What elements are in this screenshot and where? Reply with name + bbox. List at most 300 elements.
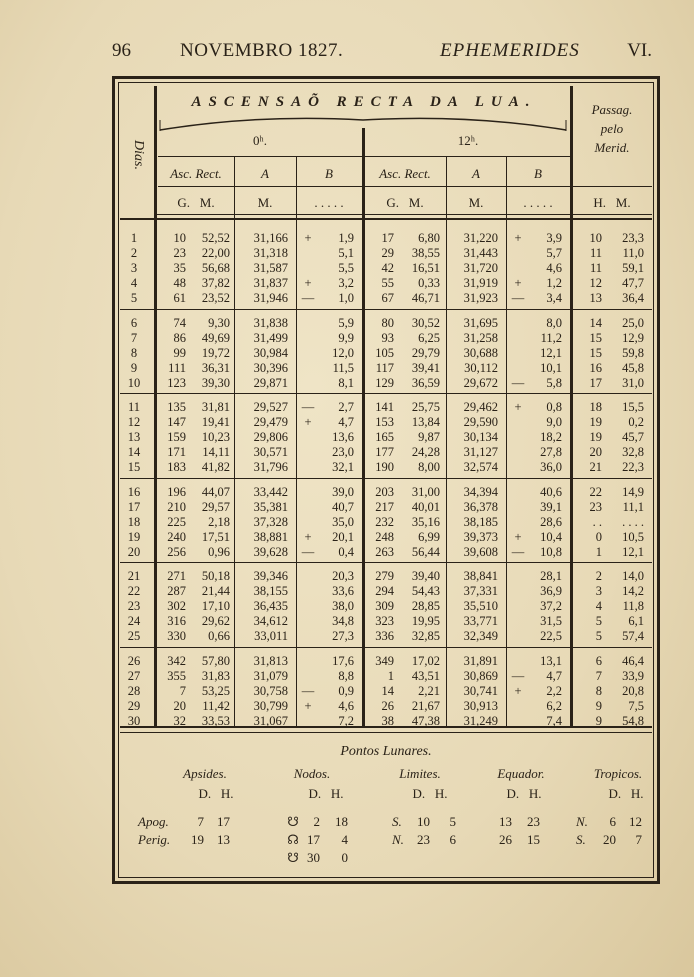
cell-g12: 141 <box>375 400 394 414</box>
running-title: EPHEMERIDES <box>440 40 580 61</box>
cell-g0: 35 <box>173 261 186 276</box>
cell-h: 8 <box>595 683 602 698</box>
row-rule <box>120 647 652 648</box>
cell-h: 11 <box>589 246 602 261</box>
cell-g0: 123 <box>167 375 186 390</box>
cell-b12: 10,8 <box>540 544 562 559</box>
cell-m12: 16,51 <box>411 261 440 276</box>
cell-a12: 32,574 <box>463 460 498 475</box>
nodos-day: 17 <box>307 832 320 847</box>
cell-d: 9 <box>130 360 138 375</box>
cell-a0: 31,946 <box>253 291 288 306</box>
cell-m12: 13,84 <box>411 415 440 430</box>
cell-b12: 37,2 <box>540 599 562 614</box>
cell-a0: 31,587 <box>253 261 288 276</box>
cell-b12: 12,1 <box>540 345 562 360</box>
cell-b0: 23,0 <box>332 445 354 460</box>
cell-s12: + <box>514 231 522 245</box>
cell-pm: 10,5 <box>622 529 644 544</box>
cell-h: 19 <box>589 415 602 430</box>
cell-b12: 18,2 <box>540 430 562 445</box>
cell-a0: 31,166 <box>253 231 288 245</box>
cell-a0: 31,499 <box>253 330 288 345</box>
cell-h: . . <box>592 514 602 529</box>
cell-b0: 13,6 <box>332 430 354 445</box>
cell-a12: 31,127 <box>463 445 498 460</box>
column-rule <box>296 156 297 728</box>
cell-h: 19 <box>589 430 602 445</box>
cell-m0: 33,53 <box>201 713 230 728</box>
cell-m12: 39,41 <box>411 360 440 375</box>
cell-a12: 31,220 <box>463 231 498 245</box>
cell-pm: 36,4 <box>622 291 644 306</box>
row-rule <box>120 732 652 733</box>
tropicos-hour: 7 <box>635 832 642 847</box>
cell-d: 12 <box>127 415 141 430</box>
lunar-header: Tropicos. <box>593 766 643 781</box>
cell-a0: 38,881 <box>253 529 288 544</box>
cell-d: 27 <box>127 668 141 683</box>
cell-g12: 29 <box>381 246 394 261</box>
cell-b12: 22,5 <box>540 629 562 644</box>
cell-pm: 14,0 <box>622 569 644 583</box>
cell-h: 5 <box>595 629 602 644</box>
cell-b12: 7,4 <box>546 713 562 728</box>
cell-m12: 6,25 <box>418 330 440 345</box>
lunar-dh: D. H. <box>506 786 542 801</box>
cell-b0: 0,4 <box>338 544 354 559</box>
cell-s0: — <box>301 544 315 559</box>
cell-b0: 1,9 <box>338 231 354 245</box>
cell-g12: 177 <box>375 445 394 460</box>
cell-b12: 36,0 <box>540 460 562 475</box>
cell-h: 17 <box>589 375 602 390</box>
cell-b0: 8,1 <box>338 375 354 390</box>
cell-d: 22 <box>127 584 141 599</box>
cell-pm: 11,8 <box>622 599 644 614</box>
cell-s0: — <box>301 683 315 698</box>
cell-d: 7 <box>130 330 138 345</box>
row-rule <box>120 393 652 394</box>
cell-m12: 17,02 <box>411 653 440 668</box>
cell-pm: 47,7 <box>622 276 644 291</box>
column-rule <box>154 86 157 728</box>
cell-pm: 54,8 <box>622 713 644 728</box>
cell-pm: 31,0 <box>622 375 644 390</box>
cell-b0: 40,7 <box>332 499 354 514</box>
cell-h: 5 <box>595 614 602 629</box>
cell-g12: 80 <box>381 315 394 330</box>
column-rule <box>506 156 507 728</box>
cell-g0: 86 <box>173 330 186 345</box>
cell-a0: 33,011 <box>254 629 288 644</box>
cell-m0: 23,52 <box>201 291 230 306</box>
cell-pm: 6,1 <box>628 614 644 629</box>
cell-m0: 29,62 <box>201 614 230 629</box>
cell-g12: 203 <box>375 484 394 499</box>
cell-d: 28 <box>127 683 141 698</box>
cell-m0: 53,25 <box>201 683 230 698</box>
cell-m0: 52,52 <box>201 231 230 245</box>
cell-b0: 4,7 <box>338 415 354 430</box>
cell-pm: 11,0 <box>622 246 644 261</box>
tropicos-day: 6 <box>609 814 616 829</box>
cell-a0: 34,612 <box>253 614 288 629</box>
cell-g0: 111 <box>168 360 186 375</box>
cell-m0: 57,80 <box>201 653 230 668</box>
lunar-dh: D. H. <box>608 786 644 801</box>
cell-b12: 4,7 <box>546 668 562 683</box>
col-a-12: A <box>472 166 480 181</box>
cell-s12: + <box>514 529 522 544</box>
cell-m0: 11,42 <box>202 698 230 713</box>
unit-hm: H. M. <box>593 195 631 210</box>
cell-b12: 36,9 <box>540 584 562 599</box>
cell-m0: 37,82 <box>201 276 230 291</box>
cell-pm: 12,1 <box>622 544 644 559</box>
cell-h: 13 <box>589 291 602 306</box>
cell-a12: 34,394 <box>463 484 498 499</box>
cell-b12: 27,8 <box>540 445 562 460</box>
unit-gm-12: G. M. <box>386 195 424 210</box>
equador-day: 26 <box>499 832 512 847</box>
cell-b12: 28,1 <box>540 569 562 583</box>
cell-g12: 217 <box>375 499 394 514</box>
lunar-title: Pontos Lunares. <box>340 744 432 759</box>
cell-g0: 23 <box>173 246 186 261</box>
cell-h: 22 <box>589 484 602 499</box>
cell-m0: 10,23 <box>201 430 230 445</box>
cell-g0: 10 <box>173 231 186 245</box>
cell-pm: 7,5 <box>628 698 644 713</box>
cell-b12: 2,2 <box>546 683 562 698</box>
cell-a12: 31,923 <box>463 291 498 306</box>
cell-h: 16 <box>589 360 602 375</box>
cell-m0: 31,81 <box>201 400 230 414</box>
col-b-12: B <box>534 166 542 181</box>
cell-a12: 31,443 <box>463 246 498 261</box>
equador-hour: 23 <box>527 814 540 829</box>
cell-a0: 39,346 <box>253 569 288 583</box>
cell-g12: 93 <box>381 330 394 345</box>
cell-a0: 30,984 <box>253 345 288 360</box>
cell-b0: 20,3 <box>332 569 354 583</box>
cell-d: 26 <box>127 653 141 668</box>
cell-h: 20 <box>589 445 602 460</box>
cell-g0: 210 <box>167 499 186 514</box>
cell-s0: + <box>304 276 312 291</box>
cell-b0: 4,6 <box>338 698 354 713</box>
cell-s12: + <box>514 276 522 291</box>
node-icon: ☋ <box>287 814 299 829</box>
cell-a0: 37,328 <box>253 514 288 529</box>
cell-g12: 117 <box>375 360 394 375</box>
cell-b12: 6,2 <box>546 698 562 713</box>
cell-m12: 56,44 <box>411 544 440 559</box>
title-brace <box>158 110 568 132</box>
cell-b12: 4,6 <box>546 261 562 276</box>
lunar-header: Limites. <box>399 766 441 781</box>
cell-m12: 36,59 <box>411 375 440 390</box>
column-rule <box>570 86 573 728</box>
apsides-label: Perig. <box>138 832 171 847</box>
cell-m12: 24,28 <box>411 445 440 460</box>
nodos-day: 2 <box>313 814 320 829</box>
cell-b0: 0,9 <box>338 683 354 698</box>
cell-b0: 35,0 <box>332 514 354 529</box>
cell-d: 24 <box>127 614 141 629</box>
cell-m12: 29,79 <box>411 345 440 360</box>
cell-s12: — <box>511 668 525 683</box>
cell-b12: 28,6 <box>540 514 562 529</box>
cell-g12: 309 <box>375 599 394 614</box>
cell-g12: 42 <box>381 261 394 276</box>
cell-g0: 240 <box>167 529 186 544</box>
cell-d: 8 <box>130 345 138 360</box>
cell-a12: 36,378 <box>463 499 498 514</box>
cell-m0: 0,66 <box>208 629 230 644</box>
dias-label: Dias. <box>131 140 146 170</box>
cell-m12: 19,95 <box>411 614 440 629</box>
cell-d: 21 <box>127 569 141 583</box>
cell-m12: 0,33 <box>418 276 440 291</box>
row-rule <box>120 478 652 479</box>
cell-b0: 5,1 <box>338 246 354 261</box>
cell-a12: 39,373 <box>463 529 498 544</box>
cell-m0: 19,72 <box>201 345 230 360</box>
hour-12-label: 12ʰ. <box>457 133 479 148</box>
cell-a0: 30,571 <box>253 445 288 460</box>
tropicos-hour: 12 <box>629 814 642 829</box>
cell-g12: 26 <box>381 698 394 713</box>
apsides-hour: 17 <box>217 814 230 829</box>
cell-g12: 279 <box>375 569 394 583</box>
cell-g0: 183 <box>167 460 186 475</box>
cell-b12: 13,1 <box>540 653 562 668</box>
cell-g12: 165 <box>375 430 394 445</box>
cell-d: 29 <box>127 698 141 713</box>
cell-h: 14 <box>589 315 602 330</box>
cell-g12: 323 <box>375 614 394 629</box>
unit-dots-12: . . . . . <box>523 195 553 210</box>
cell-m0: 41,82 <box>201 460 230 475</box>
nodos-hour: 0 <box>341 850 348 865</box>
cell-h: 6 <box>595 653 602 668</box>
limites-day: 23 <box>417 832 430 847</box>
lunar-dh: D. H. <box>412 786 448 801</box>
cell-g0: 48 <box>173 276 186 291</box>
cell-a0: 30,799 <box>253 698 288 713</box>
cell-d: 16 <box>127 484 141 499</box>
cell-h: 11 <box>589 261 602 276</box>
cell-a0: 29,479 <box>253 415 288 430</box>
cell-a12: 31,249 <box>463 713 498 728</box>
cell-d: 30 <box>127 713 141 728</box>
cell-h: 10 <box>589 231 602 245</box>
cell-b0: 34,8 <box>332 614 354 629</box>
hour-0-label: 0ʰ. <box>253 133 267 148</box>
cell-m12: 43,51 <box>411 668 440 683</box>
cell-a12: 30,112 <box>464 360 498 375</box>
cell-b0: 32,1 <box>332 460 354 475</box>
cell-m12: 8,00 <box>418 460 440 475</box>
cell-b0: 3,2 <box>338 276 354 291</box>
cell-m0: 39,30 <box>201 375 230 390</box>
cell-s12: + <box>514 683 522 698</box>
cell-m0: 22,00 <box>201 246 230 261</box>
cell-h: 3 <box>595 584 602 599</box>
cell-m12: 6,99 <box>418 529 440 544</box>
cell-h: 23 <box>589 499 602 514</box>
cell-m12: 46,71 <box>411 291 440 306</box>
cell-d: 5 <box>130 291 138 306</box>
cell-d: 10 <box>127 375 141 390</box>
limites-hour: 6 <box>449 832 456 847</box>
cell-pm: 59,1 <box>622 261 644 276</box>
cell-m12: 2,21 <box>418 683 440 698</box>
cell-b12: 5,7 <box>546 246 562 261</box>
cell-g0: 61 <box>173 291 186 306</box>
month-year: NOVEMBRO 1827. <box>180 40 344 61</box>
cell-m12: 39,40 <box>411 569 440 583</box>
node-icon: ☊ <box>287 832 299 847</box>
cell-d: 11 <box>127 400 141 414</box>
cell-h: 1 <box>595 544 602 559</box>
cell-g0: 355 <box>167 668 186 683</box>
cell-pm: 14,9 <box>622 484 644 499</box>
cell-m12: 40,01 <box>411 499 440 514</box>
col-b-0: B <box>325 166 333 181</box>
cell-a12: 29,590 <box>463 415 498 430</box>
cell-g0: 147 <box>167 415 186 430</box>
cell-b0: 1,0 <box>338 291 354 306</box>
cell-d: 2 <box>130 246 138 261</box>
cell-pm: 23,3 <box>622 231 644 245</box>
cell-d: 1 <box>130 231 138 245</box>
apsides-day: 19 <box>191 832 204 847</box>
cell-d: 14 <box>127 445 141 460</box>
cell-g12: 14 <box>381 683 394 698</box>
cell-pm: 32,8 <box>622 445 644 460</box>
cell-s0: — <box>301 400 315 414</box>
cell-a12: 31,720 <box>463 261 498 276</box>
cell-m0: 19,41 <box>201 415 230 430</box>
cell-b12: 8,0 <box>546 315 562 330</box>
cell-g0: 225 <box>167 514 186 529</box>
cell-g12: 1 <box>387 668 394 683</box>
cell-a12: 30,688 <box>463 345 498 360</box>
cell-g12: 105 <box>375 345 394 360</box>
cell-a12: 30,913 <box>463 698 498 713</box>
page-header <box>112 40 652 66</box>
cell-a12: 38,841 <box>463 569 498 583</box>
cell-b12: 40,6 <box>540 484 562 499</box>
page: 96 NOVEMBRO 1827. EPHEMERIDES VI. ASCENSAÕ RECTA DA LUA. Dias. Passag. pelo Merid. 0ʰ. 12ʰ. Asc. Rect. A B Asc. Rect. A B G. M. M. . . . . . G. M. M. . . . . . H. M. 1 10 52,52 31,166 + 1,9 17 6,80 31,220 + 3,9 10 23,3 2 23 22,00 31,318 5,1 29 38,55 31,443 5,7 11 11,0 3 35 56,68 31,587 5,5 42 16,51 31,720 4,6 11 59,1 4 48 37,82 31,837 + 3,2 55 0,33 31,919 + 1,2 12 47,7 5 61 23,52 31,946 — 1,0 67 46,71 31,923 — 3,4 13 36,4 6 74 9,30 31,838 5,9 80 30,52 31,695 8,0 14 25,0 7 86 49,69 31,499 9,9 93 6,25 31,258 11,2 15 12,9 8 99 19,72 30,984 12,0 105 29,79 30,688 12,1 15 59,8 9 111 36,31 30,396 11,5 117 39,41 30,112 10,1 16 45,8 10 123 39,30 29,871 8,1 129 36,59 29,672 — 5,8 17 31,0 11 135 31,81 29,527 — 2,7 141 25,75 29,462 + 0,8 18 15,5 12 147 19,41 29,479 + 4,7 153 13,84 29,590 9,0 19 0,2 13 159 10,23 29,806 13,6 165 9,87 30,134 18,2 19 45,7 14 171 14,11 30,571 23,0 177 24,28 31,127 27,8 20 32,8 15 183 41,82 31,796 32,1 190 8,00 32,574 36,0 21 22,3 16 196 44,07 33,442 39,0 203 31,00 34,394 40,6 22 14,9 17 210 29,57 35,381 40,7 217 40,01 36,378 39,1 23 11,1 18 225 2,18 37,328 35,0 232 35,16 38,185 28,6 . . . . . . 19 240 17,51 38,881 + 20,1 248 6,99 39,373 + 10,4 0 10,5 20 256 0,96 39,628 — 0,4 263 56,44 39,608 — 10,8 1 12,1 21 271 50,18 39,346 20,3 279 39,40 38,841 28,1 2 14,0 22 287 21,44 38,155 33,6 294 54,43 37,331 36,9 3 14,2 23 302 17,10 36,435 38,0 309 28,85 35,510 37,2 4 11,8 24 316 29,62 34,612 34,8 323 19,95 33,771 31,5 5 6,1 25 330 0,66 33,011 27,3 336 32,85 32,349 22,5 5 57,4 26 342 57,80 31,813 17,6 349 17,02 31,891 13,1 6 46,4 27 355 31,83 31,079 8,8 1 43,51 30,869 — 4,7 7 33,9 28 7 53,25 30,758 — 0,9 14 2,21 30,741 + 2,2 8 20,8 29 20 11,42 30,799 + 4,6 26 21,67 30,913 6,2 9 7,5 30 32 33,53 31,067 7,2 38 47,38 31,249 7,4 9 54,8 Pontos Lunares. Apsides. Nodos. Limites. Equador. Tropicos. D. H. D. H. D. H. D. H. D. H. Apog. 7 17 Perig. 19 13 ☋ 2 18 ☊ 17 4 ☋ 30 0 S. 10 5 N. 23 6 13 23 26 15 N. 6 12 S. 20 7 <box>0 0 694 977</box>
cell-m0: 50,18 <box>201 569 230 583</box>
cell-pm: 45,8 <box>622 360 644 375</box>
cell-pm: 59,8 <box>622 345 644 360</box>
cell-h: 15 <box>589 345 602 360</box>
cell-a0: 39,628 <box>253 544 288 559</box>
cell-g0: 302 <box>167 599 186 614</box>
equador-day: 13 <box>499 814 512 829</box>
cell-s0: + <box>304 231 312 245</box>
apsides-day: 7 <box>197 814 204 829</box>
cell-g12: 17 <box>381 231 394 245</box>
cell-g0: 287 <box>167 584 186 599</box>
tropicos-label: N. <box>576 814 588 829</box>
cell-b12: 31,5 <box>540 614 562 629</box>
cell-m0: 31,83 <box>201 668 230 683</box>
cell-a12: 38,185 <box>463 514 498 529</box>
cell-b0: 33,6 <box>332 584 354 599</box>
cell-g12: 67 <box>381 291 394 306</box>
cell-pm: 57,4 <box>622 629 644 644</box>
cell-a0: 31,079 <box>253 668 288 683</box>
cell-pm: 11,1 <box>622 499 644 514</box>
cell-g12: 55 <box>381 276 394 291</box>
cell-pm: 14,2 <box>622 584 644 599</box>
cell-b0: 39,0 <box>332 484 354 499</box>
tropicos-label: S. <box>576 832 586 847</box>
cell-h: 4 <box>595 599 602 614</box>
cell-m0: 17,51 <box>201 529 230 544</box>
cell-h: 12 <box>589 276 602 291</box>
cell-a12: 39,608 <box>463 544 498 559</box>
cell-b0: 27,3 <box>332 629 354 644</box>
cell-a12: 30,741 <box>463 683 498 698</box>
column-rule <box>446 156 447 728</box>
nodos-hour: 18 <box>335 814 348 829</box>
cell-h: 21 <box>589 460 602 475</box>
lunar-header: Nodos. <box>293 766 331 781</box>
cell-h: 9 <box>595 698 602 713</box>
tropicos-day: 20 <box>603 832 616 847</box>
cell-g0: 256 <box>167 544 186 559</box>
cell-a0: 30,758 <box>253 683 288 698</box>
cell-b12: 9,0 <box>546 415 562 430</box>
cell-a12: 31,919 <box>463 276 498 291</box>
cell-g0: 196 <box>167 484 186 499</box>
row-rule <box>154 214 652 215</box>
cell-a12: 33,771 <box>463 614 498 629</box>
row-rule <box>120 218 652 220</box>
cell-d: 17 <box>127 499 141 514</box>
limites-label: S. <box>392 814 402 829</box>
cell-m12: 35,16 <box>411 514 440 529</box>
cell-a0: 38,155 <box>253 584 288 599</box>
cell-g0: 171 <box>167 445 186 460</box>
cell-d: 4 <box>130 276 138 291</box>
cell-g0: 32 <box>173 713 186 728</box>
cell-s12: + <box>514 400 522 414</box>
cell-a12: 35,510 <box>463 599 498 614</box>
cell-pm: 15,5 <box>622 400 644 414</box>
cell-d: 25 <box>127 629 141 644</box>
cell-g0: 20 <box>173 698 186 713</box>
cell-a0: 30,396 <box>253 360 288 375</box>
cell-d: 6 <box>130 315 138 330</box>
row-rule <box>120 309 652 310</box>
col-a-0: A <box>261 166 269 181</box>
cell-a0: 33,442 <box>253 484 288 499</box>
equador-hour: 15 <box>527 832 540 847</box>
nodos-day: 30 <box>307 850 320 865</box>
cell-b12: 39,1 <box>540 499 562 514</box>
cell-b12: 11,2 <box>540 330 562 345</box>
limites-day: 10 <box>417 814 430 829</box>
cell-a0: 35,381 <box>253 499 288 514</box>
